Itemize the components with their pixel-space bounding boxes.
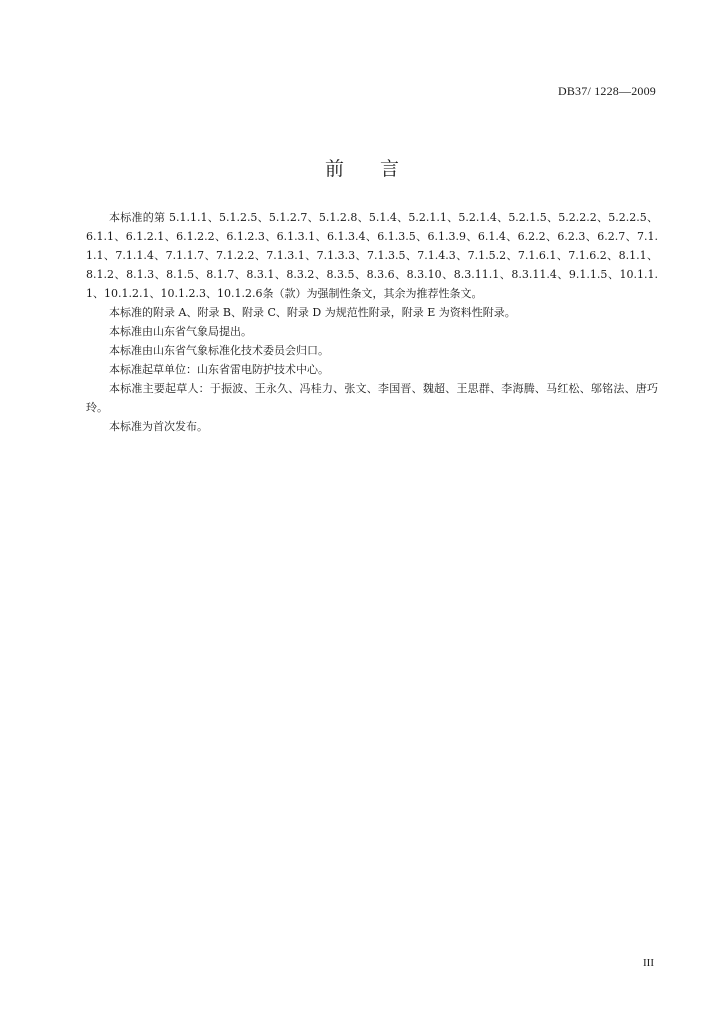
paragraph-mandatory-clauses: 本标准的第 5.1.1.1、5.1.2.5、5.1.2.7、5.1.2.8、5.1.4、5.2.1.1、5.2.1.4、5.2.1.5、5.2.2.2、5.2.2.5、6.1.1、6.1.2.1、6.1.2.2、6.1.2.3、6.1.3.1、6.1.3.4、6.1.3.5、6.1.3.9、6.1.4、6.2.2、6.2.3、6.2.7、7.1.1.1、7.1.1.4、7.1.1.7、7.1.2.2、7.1.3.1、7.1.3.3、7.1.3.5、7.1.4.3、7.1.5.2、7.1.6.1、7.1.6.2、8.1.1、8.1.2、8.1.3、8.1.5、8.1.7、8.3.1、8.3.2、8.3.5、8.3.6、8.3.10、8.3.11.1、8.3.11.4、9.1.1.5、10.1.1.1、10.1.2.1、10.1.2.3、10.1.2.6条（款）为强制性条文，其余为推荐性条文。 [86, 211, 658, 300]
document-code: DB37/ 1228—2009 [557, 84, 656, 98]
paragraph-proposer: 本标准由山东省气象局提出。 [109, 325, 252, 338]
paragraph-appendices: 本标准的附录 A、附录 B、附录 C、附录 D 为规范性附录，附录 E 为资料性附录。 [109, 306, 516, 319]
page-number: III [643, 957, 654, 969]
paragraph-drafters: 本标准主要起草人：于振波、王永久、冯桂力、张文、李国晋、魏超、王思群、李海腾、马红松、邬铭法、唐巧玲。 [86, 382, 658, 414]
page-title: 前 言 [324, 158, 400, 180]
paragraph-committee: 本标准由山东省气象标准化技术委员会归口。 [109, 344, 329, 357]
paragraph-drafting-unit: 本标准起草单位：山东省雷电防护技术中心。 [109, 363, 329, 376]
foreword-body [86, 208, 658, 436]
paragraph-first-release: 本标准为首次发布。 [109, 420, 208, 433]
